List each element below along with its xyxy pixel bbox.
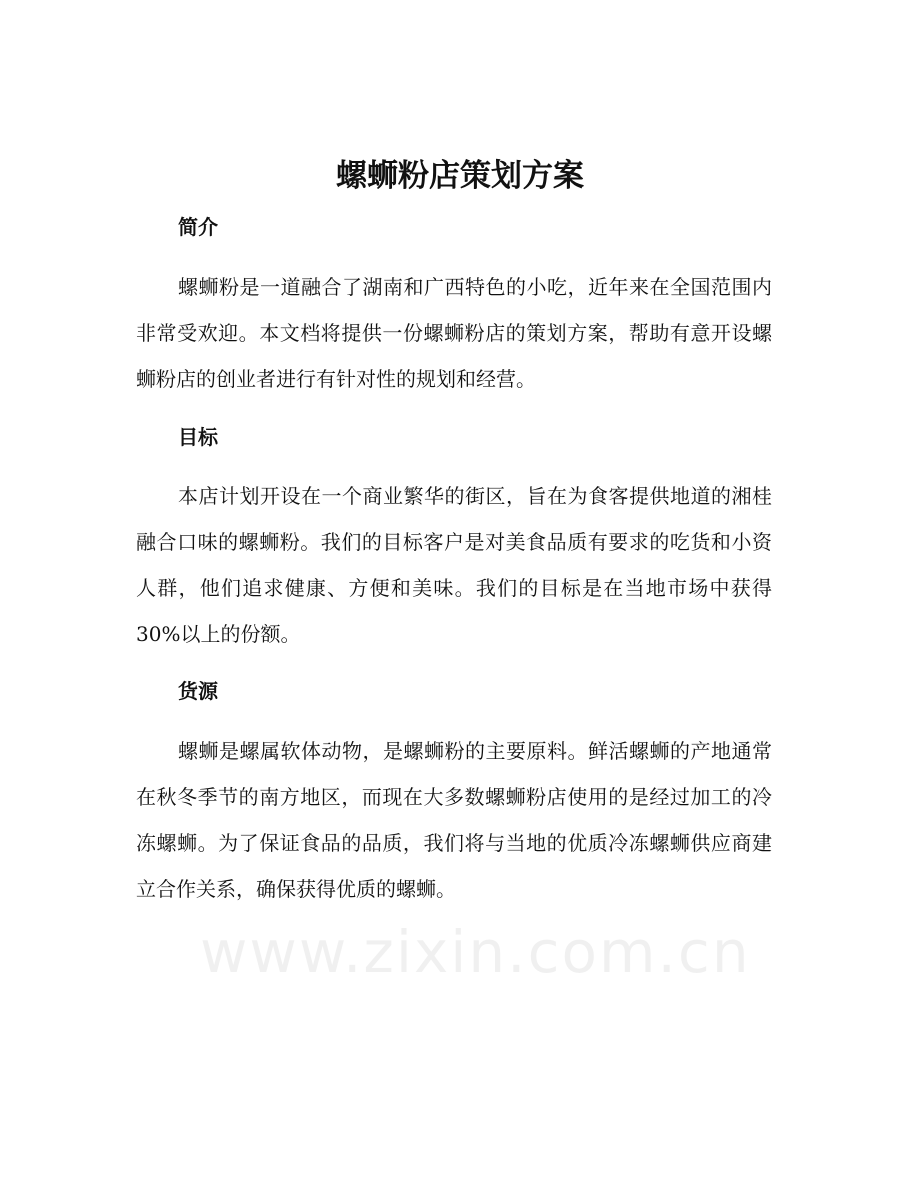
section-heading-intro: 简介 bbox=[178, 215, 218, 239]
section-body-goal: 本店计划开设在一个商业繁华的街区，旨在为食客提供地道的湘桂融合口味的螺蛳粉。我们的目标客户是对美食品质有要求的吃货和小资人群，他们追求健康、方便和美味。我们的目标是在当地市场中获得30%以上的份额。 bbox=[136, 484, 772, 646]
section-heading-goal: 目标 bbox=[178, 425, 218, 449]
section-body-supply: 螺蛳是螺属软体动物，是螺蛳粉的主要原料。鲜活螺蛳的产地通常在秋冬季节的南方地区，而现在大多数螺蛳粉店使用的是经过加工的冷冻螺蛳。为了保证食品的品质，我们将与当地的优质冷冻螺蛳供应商建立合作关系，确保获得优质的螺蛳。 bbox=[136, 739, 772, 901]
section-body-intro: 螺蛳粉是一道融合了湖南和广西特色的小吃，近年来在全国范围内非常受欢迎。本文档将提供一份螺蛳粉店的策划方案，帮助有意开设螺蛳粉店的创业者进行有针对性的规划和经营。 bbox=[136, 275, 772, 391]
section-heading-supply: 货源 bbox=[178, 679, 218, 703]
watermark: www.zixin.com.cn bbox=[200, 918, 751, 986]
document-title: 螺蛳粉店策划方案 bbox=[336, 158, 584, 194]
